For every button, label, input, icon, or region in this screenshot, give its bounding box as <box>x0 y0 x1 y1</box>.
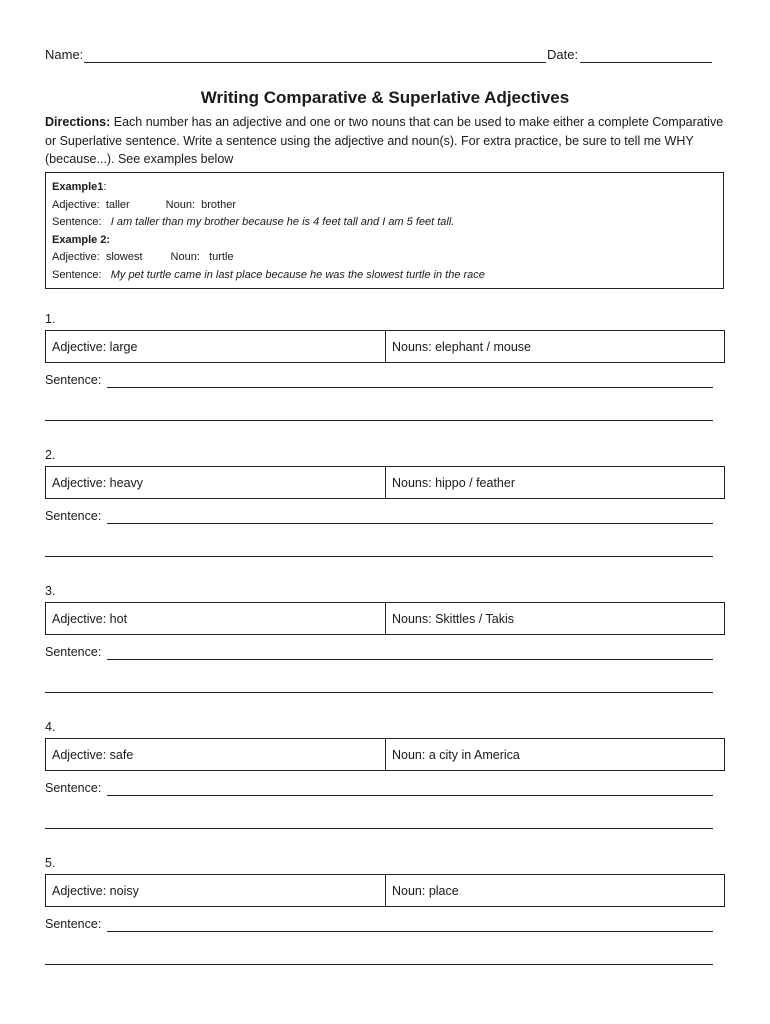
sentence-line[interactable] <box>107 387 713 388</box>
example-1-sentence: Sentence: I am taller than my brother because he is 4 feet tall and I am 5 feet tall. <box>52 216 455 228</box>
adjective-cell: Adjective: heavy <box>46 467 386 498</box>
question-box <box>45 738 725 771</box>
sentence-line-2[interactable] <box>45 420 713 421</box>
example-2-words: Adjective: slowest Noun: turtle <box>52 251 234 263</box>
question-number: 2. <box>45 448 56 462</box>
adjective-cell: Adjective: noisy <box>46 875 386 906</box>
question-box <box>45 602 725 635</box>
sentence-label: Sentence: <box>45 373 102 387</box>
page-title: Writing Comparative & Superlative Adjectives <box>200 88 570 107</box>
question-number: 5. <box>45 856 56 870</box>
sentence-line-2[interactable] <box>45 828 713 829</box>
question-box <box>45 466 725 499</box>
sentence-label: Sentence: <box>45 645 102 659</box>
sentence-label: Sentence: <box>45 917 102 931</box>
sentence-line-2[interactable] <box>45 556 713 557</box>
sentence-line[interactable] <box>107 659 713 660</box>
nouns-cell: Nouns: elephant / mouse <box>392 340 531 354</box>
example-1-heading: Example1: <box>52 181 107 193</box>
name-line[interactable] <box>84 62 546 63</box>
sentence-label: Sentence: <box>45 509 102 523</box>
adjective-cell: Adjective: hot <box>46 603 386 634</box>
sentence-line[interactable] <box>107 523 713 524</box>
examples-box <box>45 172 724 289</box>
nouns-cell: Nouns: Skittles / Takis <box>392 612 515 626</box>
question-box <box>45 874 725 907</box>
sentence-line-2[interactable] <box>45 964 713 965</box>
directions-text: Each number has an adjective and one or two nouns that can be used to make either a complete Comparative or Superlative sentence. Write a sentence using the adjective and noun(s). For extra practice, be sure to tell me WHY (because...). See examples below <box>45 115 724 166</box>
directions <box>45 113 735 169</box>
name-label: Name: <box>45 47 84 62</box>
question-number: 1. <box>45 312 56 326</box>
example-2-heading: Example 2: <box>52 233 111 246</box>
nouns-cell: Noun: place <box>392 884 459 898</box>
question-box <box>45 330 725 363</box>
directions-label: Directions: <box>45 115 111 129</box>
example-1-words: Adjective: taller Noun: brother <box>52 198 237 211</box>
nouns-cell: Noun: a city in America <box>392 748 520 762</box>
question-number: 4. <box>45 720 56 734</box>
sentence-line[interactable] <box>107 931 713 932</box>
adjective-cell: Adjective: large <box>46 331 386 362</box>
adjective-cell: Adjective: safe <box>46 739 386 770</box>
example-2-sentence: Sentence: My pet turtle came in last place because he was the slowest turtle in the race <box>52 268 485 281</box>
question-number: 3. <box>45 584 56 598</box>
sentence-label: Sentence: <box>45 781 102 795</box>
date-line[interactable] <box>580 62 712 63</box>
sentence-line[interactable] <box>107 795 713 796</box>
date-label: Date: <box>547 47 579 62</box>
sentence-line-2[interactable] <box>45 692 713 693</box>
nouns-cell: Nouns: hippo / feather <box>392 476 515 490</box>
